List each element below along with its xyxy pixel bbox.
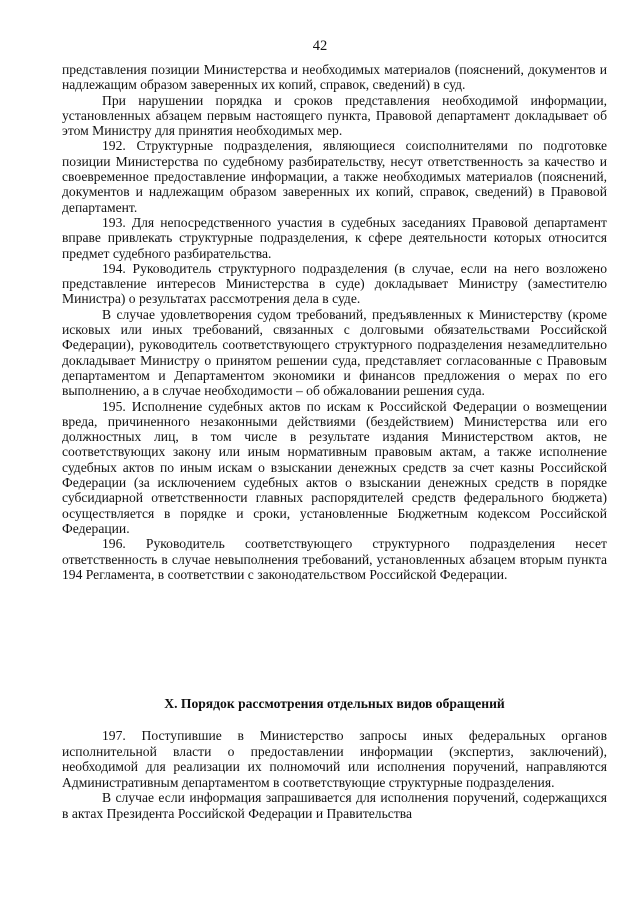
paragraph-195: 195. Исполнение судебных актов по искам к Российской Федерации о возмещении вреда, причиненного незаконными действиями (бездействием) Министерства или его должностных лиц, в том числе в результате издания Министерством актов, не соответствующих закону или иным нормативным правовым актам, а также исполнение судебных актов по иным искам о взыскании денежных средств за счет казны Российской Федерации (за исключением судебных актов о взыскании денежных средств в порядке субсидиарной ответственности главных распорядителей средств федерального бюджета) осуществляется в порядке и сроки, установленные Бюджетным кодексом Российской Федерации. xyxy=(62,398,607,536)
paragraph-196: 196. Руководитель соответствующего структурного подразделения несет ответственность в случае невыполнения требований, установленных абзацем вторым пункта 194 Регламента, в соответствии с законодательством Российской Федерации. xyxy=(62,536,607,582)
document-body xyxy=(62,62,607,582)
paragraph-193: 193. Для непосредственного участия в судебных заседаниях Правовой департамент вправе привлекать структурные подразделения, к сфере деятельности которых относится предмет судебного разбирательства. xyxy=(62,214,607,261)
paragraph-192: 192. Структурные подразделения, являющиеся соисполнителями по подготовке позиции Министерства по судебному разбирательству, несут ответственность за качество и своевременное предоставление информации, а также необходимых материалов (пояснений, документов и надлежащим образом заверенных их копий, справок, сведений) в Правовой департамент. xyxy=(62,138,607,215)
paragraph: В случае если информация запрашивается для исполнения поручений, содержащихся в актах Президента Российской Федерации и Правительства xyxy=(62,790,607,821)
document-body-section-x xyxy=(62,728,607,822)
paragraph: В случае удовлетворения судом требований, предъявленных к Министерству (кроме исковых или иных требований, связанных с долговыми обязательствами Российской Федерации), руководитель соответствующего структурного подразделения незамедлительно докладывает Министру о принятом решении суда, представляет согласованные с Правовым департаментом и Департаментом экономики и финансов предложения о мерах по его выполнению, а в случае необходимости – об обжаловании решения суда. xyxy=(62,306,607,399)
paragraph-194: 194. Руководитель структурного подразделения (в случае, если на него возложено представление интересов Министерства в суде) докладывает Министру (заместителю Министра) о результатах рассмотрения дела в суде. xyxy=(62,260,607,307)
paragraph-continuation: представления позиции Министерства и необходимых материалов (пояснений, документов и надлежащим образом заверенных их копий, справок, сведений) в суд. xyxy=(62,62,607,93)
paragraph: При нарушении порядка и сроков представления необходимой информации, установленных абзацем первым настоящего пункта, Правовой департамент докладывает об этом Министру для принятия необходимых мер. xyxy=(62,92,607,139)
page-number: 42 xyxy=(312,38,328,54)
paragraph-197: 197. Поступившие в Министерство запросы иных федеральных органов исполнительной власти о предоставлении информации (экспертиз, заключений), необходимой для реализации их полномочий или исполнения поручений, направляются Административным департаментом в соответствующие структурные подразделения. xyxy=(62,728,607,790)
section-heading: X. Порядок рассмотрения отдельных видов обращений xyxy=(164,696,505,711)
